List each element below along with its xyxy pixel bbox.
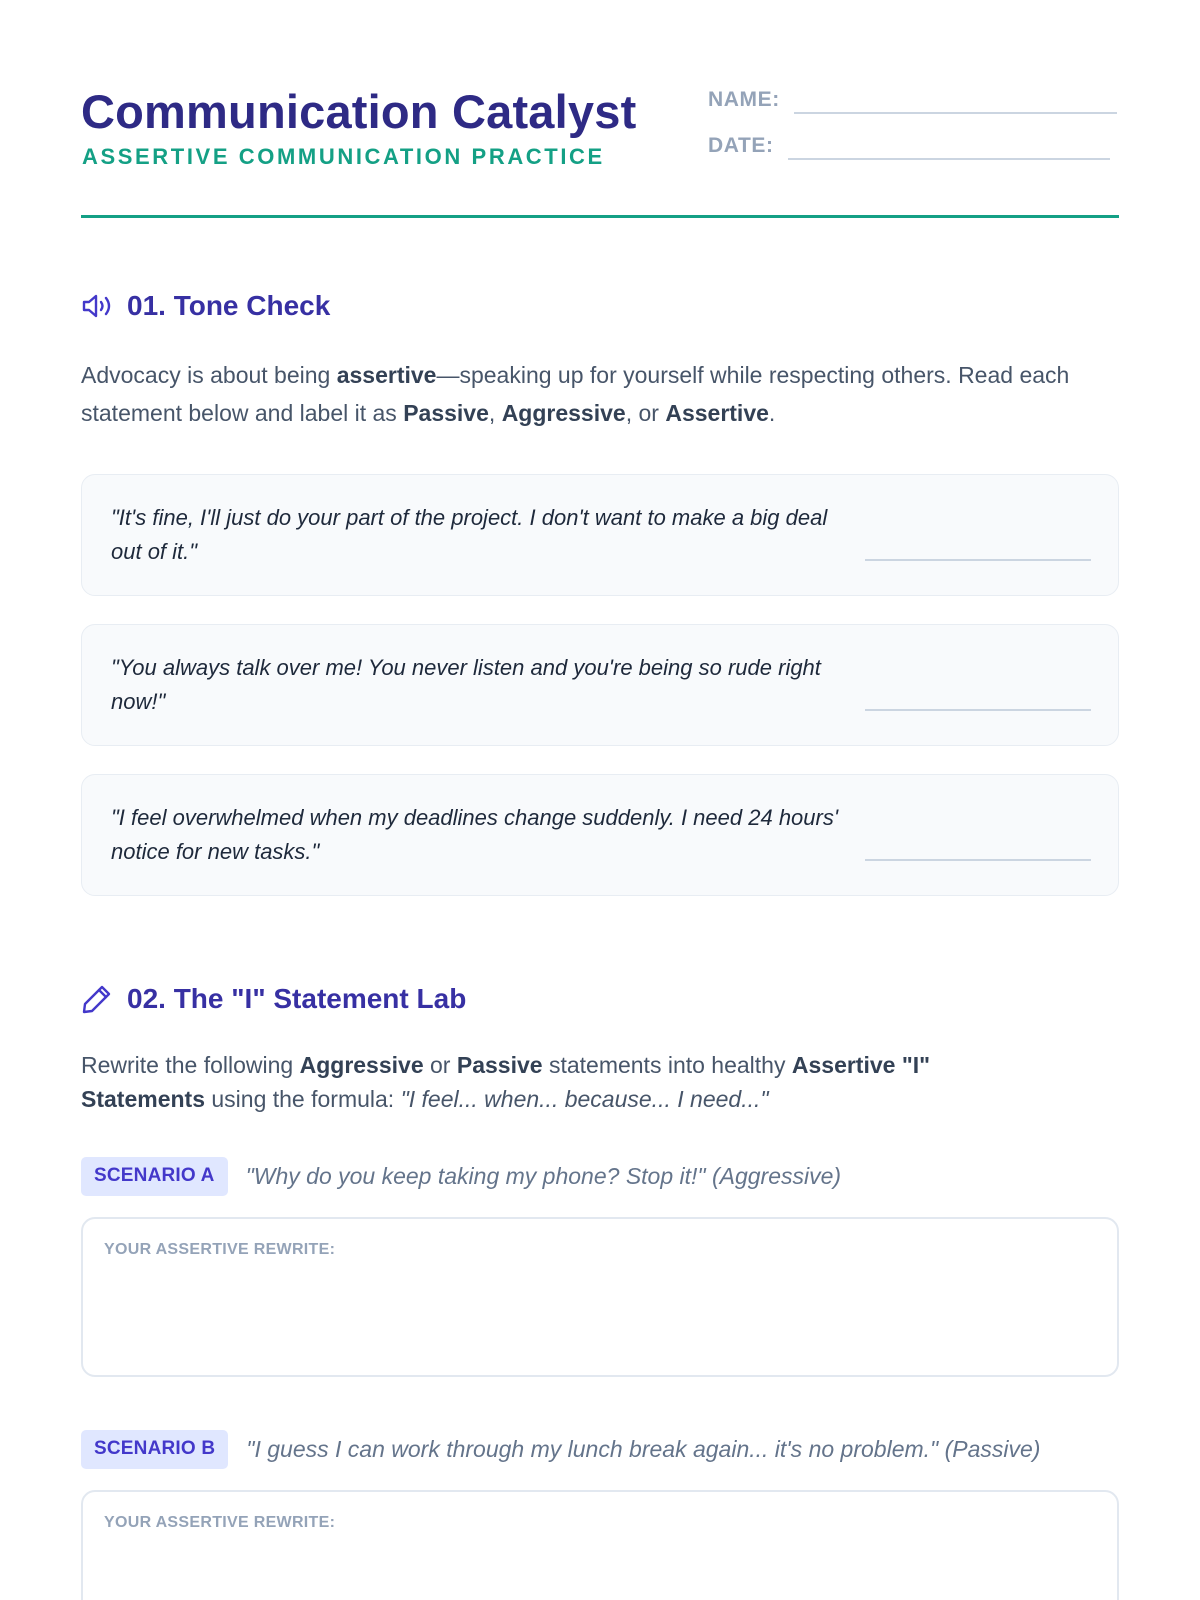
i-statement-instructions: Rewrite the following Aggressive or Passive statements into healthy Assertive "I" Statements using the formula: "I feel... when... because... I need..." [81, 1052, 931, 1112]
statement-quote: "You always talk over me! You never listen and you're being so rude right now!" [111, 655, 821, 714]
rewrite-label: YOUR ASSERTIVE REWRITE: [104, 1514, 336, 1531]
scenario-b-row [81, 1430, 1140, 1469]
scenario-a-rewrite-input[interactable] [101, 1273, 1099, 1361]
statement-answer-line[interactable] [865, 859, 1091, 861]
date-field [708, 134, 1110, 158]
statement-card [81, 474, 1119, 596]
page-subtitle: ASSERTIVE COMMUNICATION PRACTICE [82, 144, 605, 169]
page-title: Communication Catalyst [81, 85, 637, 138]
section-tone-check-title: 01. Tone Check [127, 290, 331, 321]
name-label: NAME: [708, 88, 780, 111]
section-i-statement-title: 02. The "I" Statement Lab [127, 983, 467, 1014]
worksheet-header [81, 80, 1119, 218]
scenario-a-row [81, 1157, 1140, 1196]
scenario-b-quote: "I guess I can work through my lunch break again... it's no problem." (Passive) [246, 1436, 1041, 1462]
scenario-b-rewrite-box [81, 1490, 1119, 1600]
scenario-a-quote: "Why do you keep taking my phone? Stop it!" (Aggressive) [245, 1163, 842, 1189]
pencil-icon [81, 983, 113, 1015]
name-field [708, 88, 1117, 112]
date-input-line[interactable] [788, 158, 1110, 160]
scenario-b-tag: SCENARIO B [81, 1430, 228, 1469]
date-label: DATE: [708, 134, 774, 157]
name-input-line[interactable] [794, 112, 1117, 114]
scenario-a-tag: SCENARIO A [81, 1157, 228, 1196]
rewrite-label: YOUR ASSERTIVE REWRITE: [104, 1241, 336, 1258]
statement-quote: "It's fine, I'll just do your part of the project. I don't want to make a big deal out of it." [111, 505, 828, 564]
statement-quote: "I feel overwhelmed when my deadlines change suddenly. I need 24 hours' notice for new tasks." [111, 805, 839, 864]
tone-check-instructions: Advocacy is about being assertive—speaking up for yourself while respecting others. Read each statement below and label it as Passive, Aggressive, or Assertive. [81, 362, 1070, 426]
section-i-statement-heading [81, 983, 466, 1015]
scenario-a-rewrite-box [81, 1217, 1119, 1377]
statement-answer-line[interactable] [865, 559, 1091, 561]
statement-card [81, 624, 1119, 746]
section-tone-check-heading [81, 290, 330, 322]
statement-answer-line[interactable] [865, 709, 1091, 711]
speaker-icon [81, 290, 113, 322]
scenario-b-rewrite-input[interactable] [101, 1546, 1099, 1600]
statement-card [81, 774, 1119, 896]
